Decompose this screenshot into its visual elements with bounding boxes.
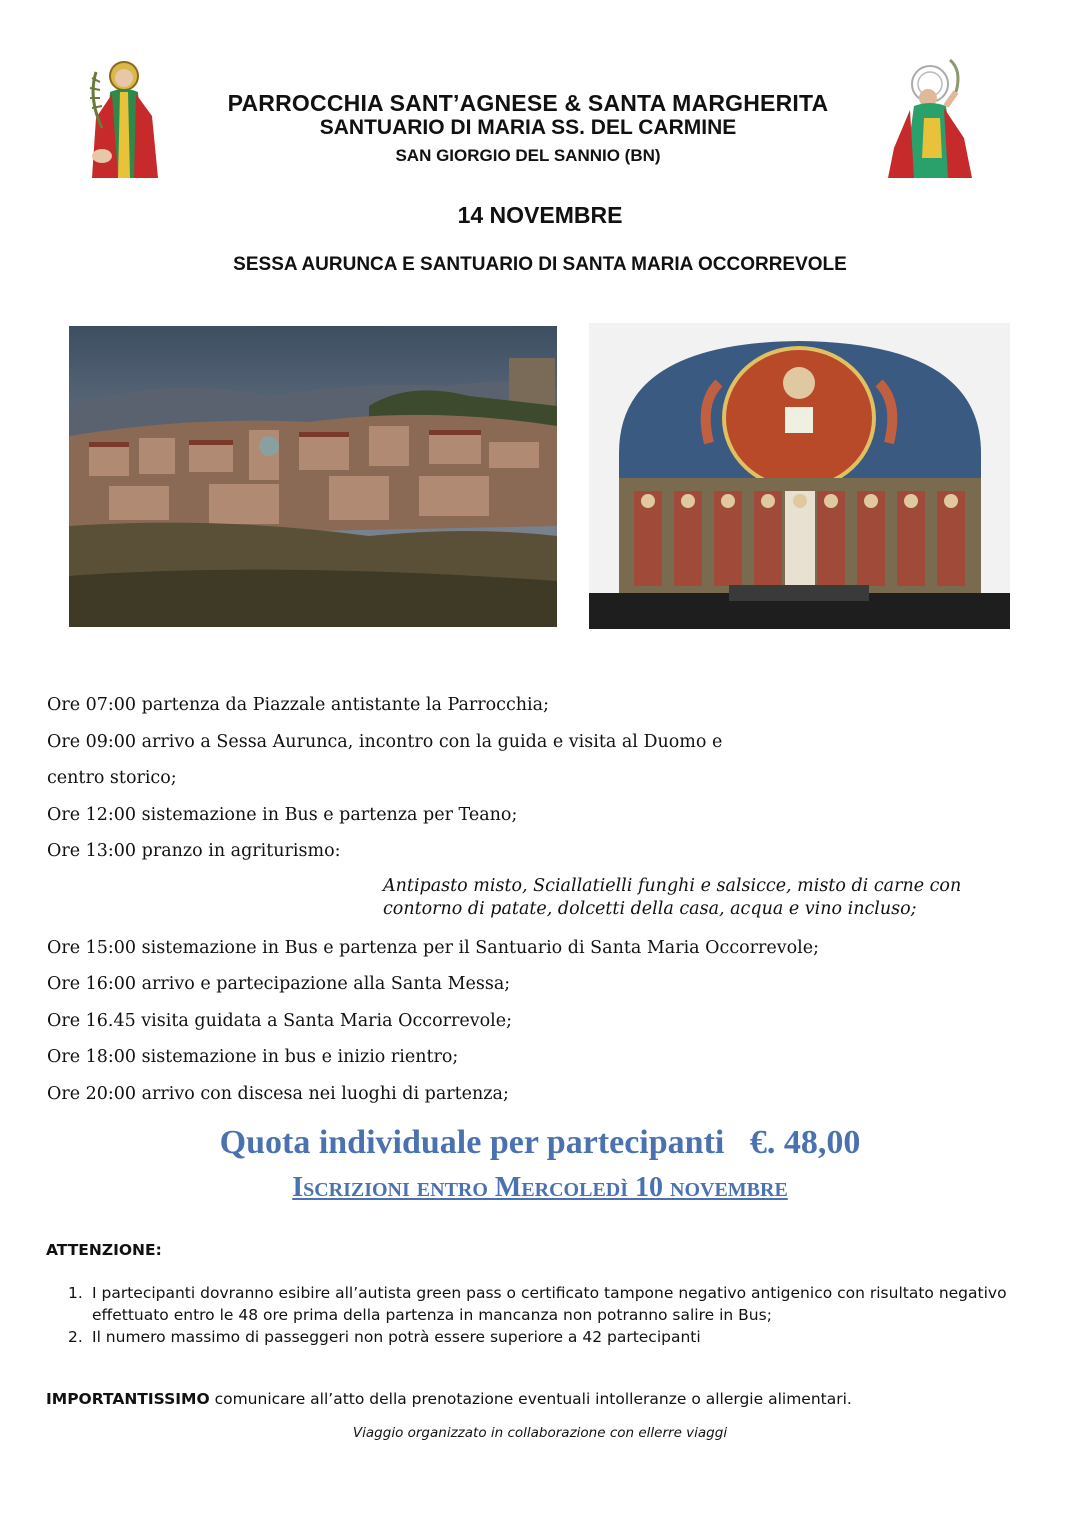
note-item	[46, 1326, 1026, 1348]
parish-header	[78, 58, 998, 180]
important-text: comunicare all’atto della prenotazione eventuali intolleranze o allergie alimentari.	[209, 1390, 852, 1408]
town-name: SAN GIORGIO DEL SANNIO (BN)	[395, 146, 661, 165]
itinerary-line: Ore 09:00 arrivo a Sessa Aurunca, incontro con la guida e visita al Duomo e	[47, 731, 723, 752]
event-date: 14 NOVEMBRE	[457, 202, 623, 228]
price-line: Quota individuale per partecipanti €. 48,00	[219, 1124, 861, 1161]
organizer-footer: Viaggio organizzato in collaborazione con ellerre viaggi	[352, 1425, 728, 1441]
attention-notes	[46, 1282, 1026, 1348]
important-label: IMPORTANTISSIMO	[46, 1390, 210, 1408]
itinerary-line: Ore 18:00 sistemazione in bus e inizio rientro;	[47, 1047, 459, 1067]
attention-heading: ATTENZIONE:	[46, 1241, 162, 1259]
sanctuary-name: SANTUARIO DI MARIA SS. DEL CARMINE	[319, 116, 737, 139]
itinerary-line: Ore 20:00 arrivo con discesa nei luoghi di partenza;	[47, 1083, 509, 1104]
lunch-menu: Antipasto misto, Sciallatielli funghi e salsicce, misto di carne con contorno di patate, dolcetti della casa, acqua e vino incluso;	[383, 875, 962, 919]
note-text: Il numero massimo di passeggeri non potrà essere superiore a 42 partecipanti	[92, 1328, 701, 1346]
sessa-aurunca-photo	[69, 326, 557, 627]
saint-margaret-statue-icon	[884, 58, 976, 178]
registration-deadline: Iscrizioni entro Mercoledì 10 novembre	[292, 1172, 788, 1203]
important-notice	[46, 1390, 852, 1408]
note-text: I partecipanti dovranno esibire all’autista green pass o certificato tampone negativo antigenico con risultato negativo effettuato entro le 48 ore prima della partenza in mancanza non potranno salire in Bus;	[92, 1284, 1007, 1324]
event-title: SESSA AURUNCA E SANTUARIO DI SANTA MARIA OCCORREVOLE	[233, 254, 847, 275]
itinerary-line: Ore 07:00 partenza da Piazzale antistante la Parrocchia;	[47, 695, 549, 715]
itinerary	[47, 690, 1047, 1115]
itinerary-line: Ore 15:00 sistemazione in Bus e partenza per il Santuario di Santa Maria Occorrevole;	[47, 937, 820, 958]
itinerary-line: Ore 16:00 arrivo e partecipazione alla Santa Messa;	[47, 974, 511, 994]
saint-agnes-statue-icon	[78, 58, 170, 178]
note-item	[46, 1282, 1026, 1326]
note-number: 1.	[68, 1284, 83, 1302]
itinerary-line: Ore 16.45 visita guidata a Santa Maria Occorrevole;	[47, 1010, 512, 1031]
parish-name: PARROCCHIA SANT’AGNESE & SANTA MARGHERITA	[227, 90, 829, 116]
itinerary-line: centro storico;	[47, 768, 177, 788]
itinerary-line: Ore 12:00 sistemazione in Bus e partenza per Teano;	[47, 804, 518, 825]
itinerary-line: Ore 13:00 pranzo in agriturismo:	[47, 841, 341, 861]
occorrevole-apse-fresco-photo	[589, 323, 1010, 629]
note-number: 2.	[68, 1328, 83, 1346]
